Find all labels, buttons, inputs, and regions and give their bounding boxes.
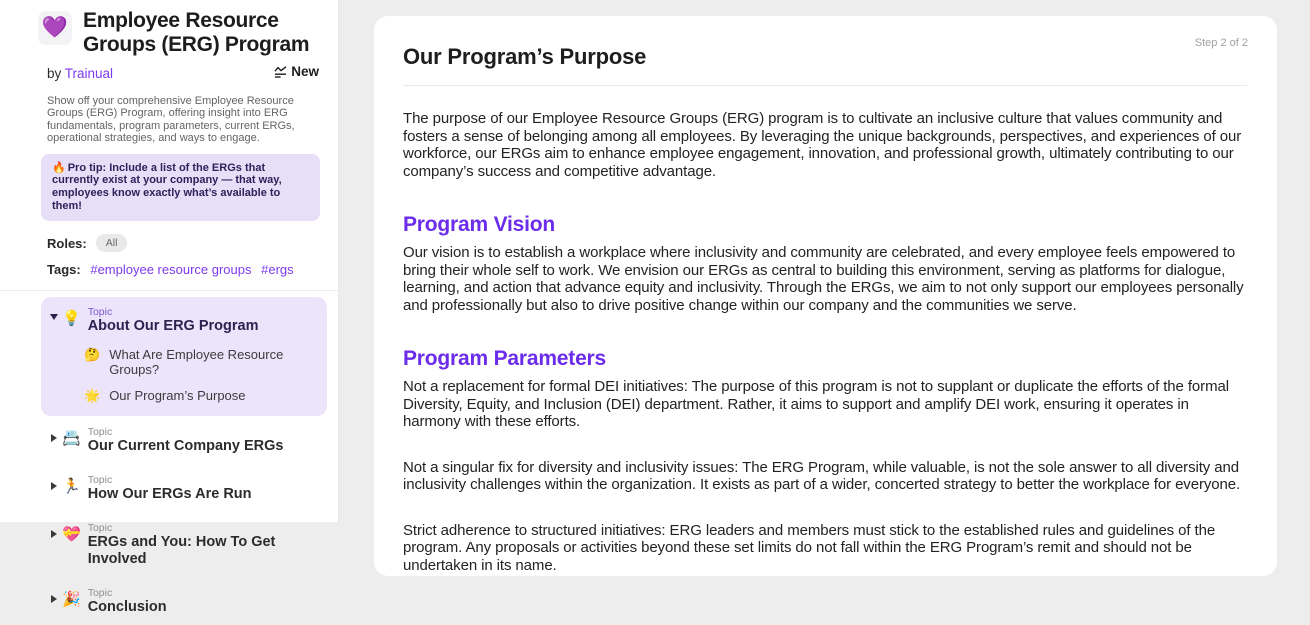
sidebar-divider — [0, 290, 339, 291]
topic-conclusion[interactable] — [41, 577, 307, 625]
topic-how-our-ergs-are-run[interactable] — [41, 464, 307, 512]
roles-label: Roles: — [47, 235, 87, 251]
tag-employee-resource-groups[interactable]: #employee resource groups — [90, 262, 252, 278]
trainual-link[interactable]: Trainual — [64, 65, 114, 81]
new-badge — [274, 64, 319, 79]
chevron-right-icon[interactable] — [51, 595, 57, 603]
topic-our-current-company-ergs[interactable] — [41, 416, 307, 464]
byline — [47, 66, 113, 81]
step-indicator: Step 2 of 2 — [1194, 37, 1248, 49]
section-paragraph: Not a replacement for formal DEI initiatives: The purpose of this program is not to supplant or duplicate the efforts of the formal Diversity, Equity, and Inclusion (DEI) department. Rather, it aims to support and amplify DEI work, ensuring it operates in harmony with these efforts. — [403, 378, 1229, 430]
topic-kicker: Topic — [87, 587, 113, 600]
party-popper-icon: 🎉 — [62, 591, 81, 609]
chevron-right-icon[interactable] — [51, 434, 57, 442]
trend-chart-icon — [274, 66, 287, 78]
intro-paragraph: The purpose of our Employee Resource Groups (ERG) program is to cultivate an inclusive culture that values community and fosters a sense of belonging among all employees. By leveraging the unique backgrounds, perspectives, and experiences of our workforce, our ERGs aim to enhance employee engagement, innovation, and professional growth, ultimately contributing to our company’s success and competitive advantage. — [403, 110, 1242, 180]
glowing-star-icon: 🌟 — [84, 388, 101, 404]
lightbulb-icon: 💡 — [62, 310, 81, 328]
topic-title[interactable]: Conclusion — [87, 599, 167, 616]
card-index-icon: 📇 — [62, 430, 81, 448]
step-label[interactable]: What Are Employee Resource Groups? — [109, 347, 284, 378]
byline-prefix: by — [47, 65, 62, 81]
heart-with-ribbon-icon: 💝 — [62, 526, 81, 544]
title-divider — [403, 85, 1247, 86]
topic-list — [41, 297, 307, 625]
template-header — [38, 9, 319, 57]
new-badge-label: New — [291, 64, 319, 79]
topic-title[interactable]: How Our ERGs Are Run — [87, 486, 252, 503]
chevron-right-icon[interactable] — [51, 482, 57, 490]
purple-heart-icon: 💜 — [38, 11, 72, 45]
roles-all-chip: All — [96, 234, 128, 252]
template-sidebar — [0, 0, 339, 616]
step-label[interactable]: Our Program’s Purpose — [109, 388, 246, 404]
topic-ergs-and-you[interactable] — [41, 512, 307, 577]
pro-tip-callout — [41, 154, 320, 221]
section-paragraph: Our vision is to establish a workplace where inclusivity and community are celebrated, and every employee feels empowered to bring their whole self to work. We envision our ERGs as central to building this environment, serving as platforms for dialogue, learning, and action that advance equity and inclusivity. Through the ERGs, we aim to not only support our employees personally and professionally but also to drive positive change within our company and the communities we serve. — [403, 244, 1244, 314]
topic-title[interactable]: Our Current Company ERGs — [87, 438, 284, 455]
tags-label: Tags: — [47, 262, 81, 278]
template-description: Show off your comprehensive Employee Resource Groups (ERG) Program, offering insight into ERG fundamentals, program parameters, current ERGs, operational strategies, and ways to engage. — [47, 94, 295, 145]
topic-kicker: Topic — [87, 306, 113, 319]
topic-header[interactable] — [45, 306, 319, 335]
chevron-down-icon[interactable] — [50, 314, 58, 320]
topic-kicker: Topic — [87, 426, 113, 439]
topic-about-our-erg-program — [41, 297, 327, 416]
topic-kicker: Topic — [87, 474, 113, 487]
section-heading-program-parameters: Program Parameters — [403, 347, 607, 370]
fire-icon: 🔥 — [52, 161, 66, 174]
step-body — [403, 110, 1247, 574]
template-title: Employee Resource Groups (ERG) Program — [83, 9, 310, 56]
chevron-right-icon[interactable] — [51, 530, 57, 538]
page-title: Our Program’s Purpose — [403, 44, 647, 69]
pro-tip-text: Pro tip: Include a list of the ERGs that currently exist at your company — that way, employees know exactly what’s available to them! — [52, 161, 282, 212]
section-heading-program-vision: Program Vision — [403, 213, 556, 236]
section-paragraph: Strict adherence to structured initiatives: ERG leaders and members must stick to the established rules and guidelines of the program. Any proposals or activities beyond these set limits do not fall within the ERG Program’s remit and should not be undertaken in its name. — [403, 521, 1216, 574]
runner-icon: 🏃 — [62, 478, 81, 496]
thinking-face-icon: 🤔 — [84, 347, 101, 363]
topic-title[interactable]: About Our ERG Program — [87, 318, 259, 335]
step-our-programs-purpose[interactable] — [84, 388, 319, 403]
topic-title[interactable]: ERGs and You: How To Get Involved — [87, 534, 276, 568]
tag-ergs[interactable]: #ergs — [261, 262, 294, 278]
topic-kicker: Topic — [87, 522, 113, 535]
section-paragraph: Not a singular fix for diversity and inclusivity issues: The ERG Program, while valuable, is not the sole answer to all diversity and inclusivity challenges within the organization. It exists as part of a wider, concerted strategy to better the workplace for everyone. — [403, 458, 1241, 493]
step-content-card — [374, 16, 1277, 576]
step-what-are-ergs[interactable] — [84, 347, 319, 377]
